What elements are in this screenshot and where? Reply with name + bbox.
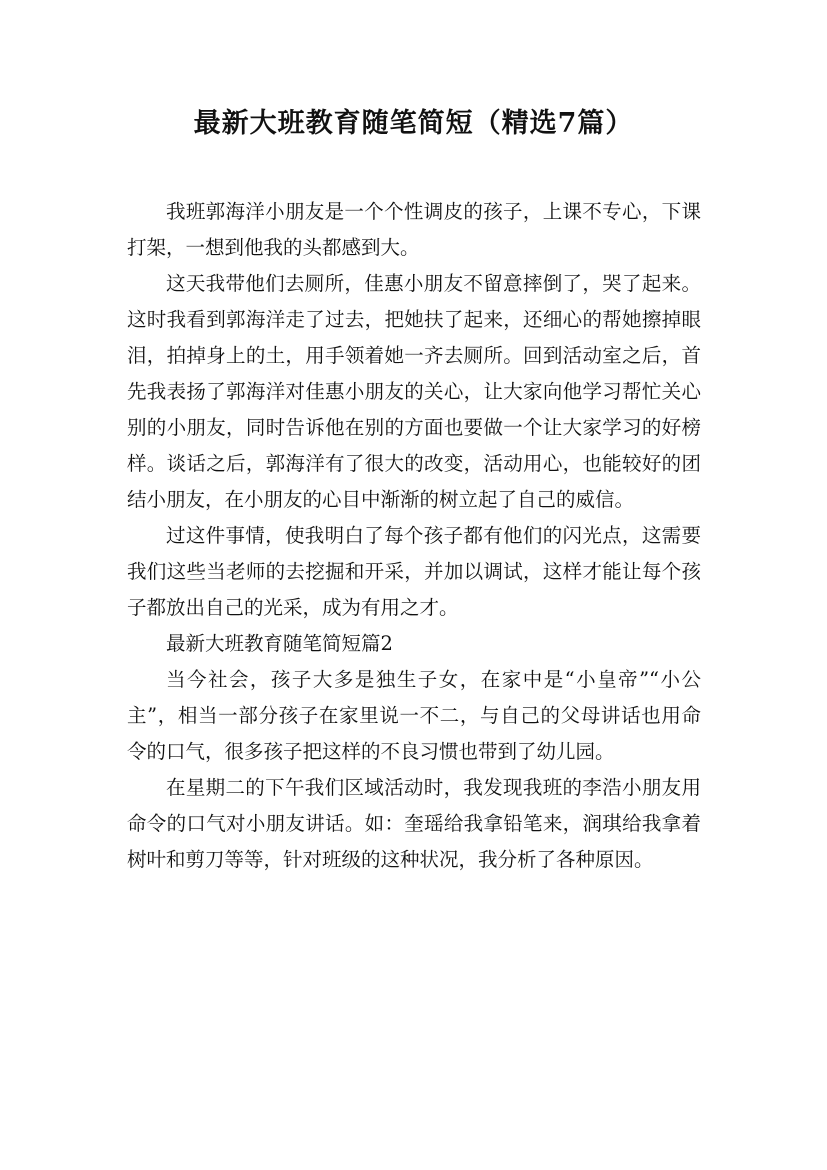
paragraph-3: 过这件事情，使我明白了每个孩子都有他们的闪光点，这需要我们这些当老师的去挖掘和开采，并加以调试，这样才能让每个孩子都放出自己的光采，成为有用之才。 xyxy=(127,524,701,619)
paragraph-5: 在星期二的下午我们区域活动时，我发现我班的李浩小朋友用命令的口气对小朋友讲话。如：奎瑶给我拿铅笔来，润琪给我拿着树叶和剪刀等等，针对班级的这种状况，我分析了各种原因。 xyxy=(127,776,701,871)
section-heading: 最新大班教育随笔简短篇2 xyxy=(166,632,393,655)
document-body xyxy=(127,194,701,878)
paragraph-2: 这天我带他们去厕所，佳惠小朋友不留意摔倒了，哭了起来。这时我看到郭海洋走了过去，把她扶了起来，还细心的帮她擦掉眼泪，拍掉身上的土，用手领着她一齐去厕所。回到活动室之后，首先我表扬了郭海洋对佳惠小朋友的关心，让大家向他学习帮忙关心别的小朋友，同时告诉他在别的方面也要做一个让大家学习的好榜样。谈话之后，郭海洋有了很大的改变，活动用心，也能较好的团结小朋友，在小朋友的心目中渐渐的树立起了自己的威信。 xyxy=(127,272,701,511)
paragraph-1: 我班郭海洋小朋友是一个个性调皮的孩子，上课不专心，下课打架，一想到他我的头都感到大。 xyxy=(127,200,701,259)
document-title: 最新大班教育随笔简短（精选7篇） xyxy=(193,108,634,139)
paragraph-4: 当今社会，孩子大多是独生子女，在家中是“小皇帝”“小公主”，相当一部分孩子在家里说一不二，与自己的父母讲话也用命令的口气，很多孩子把这样的不良习惯也带到了幼儿园。 xyxy=(127,668,701,763)
